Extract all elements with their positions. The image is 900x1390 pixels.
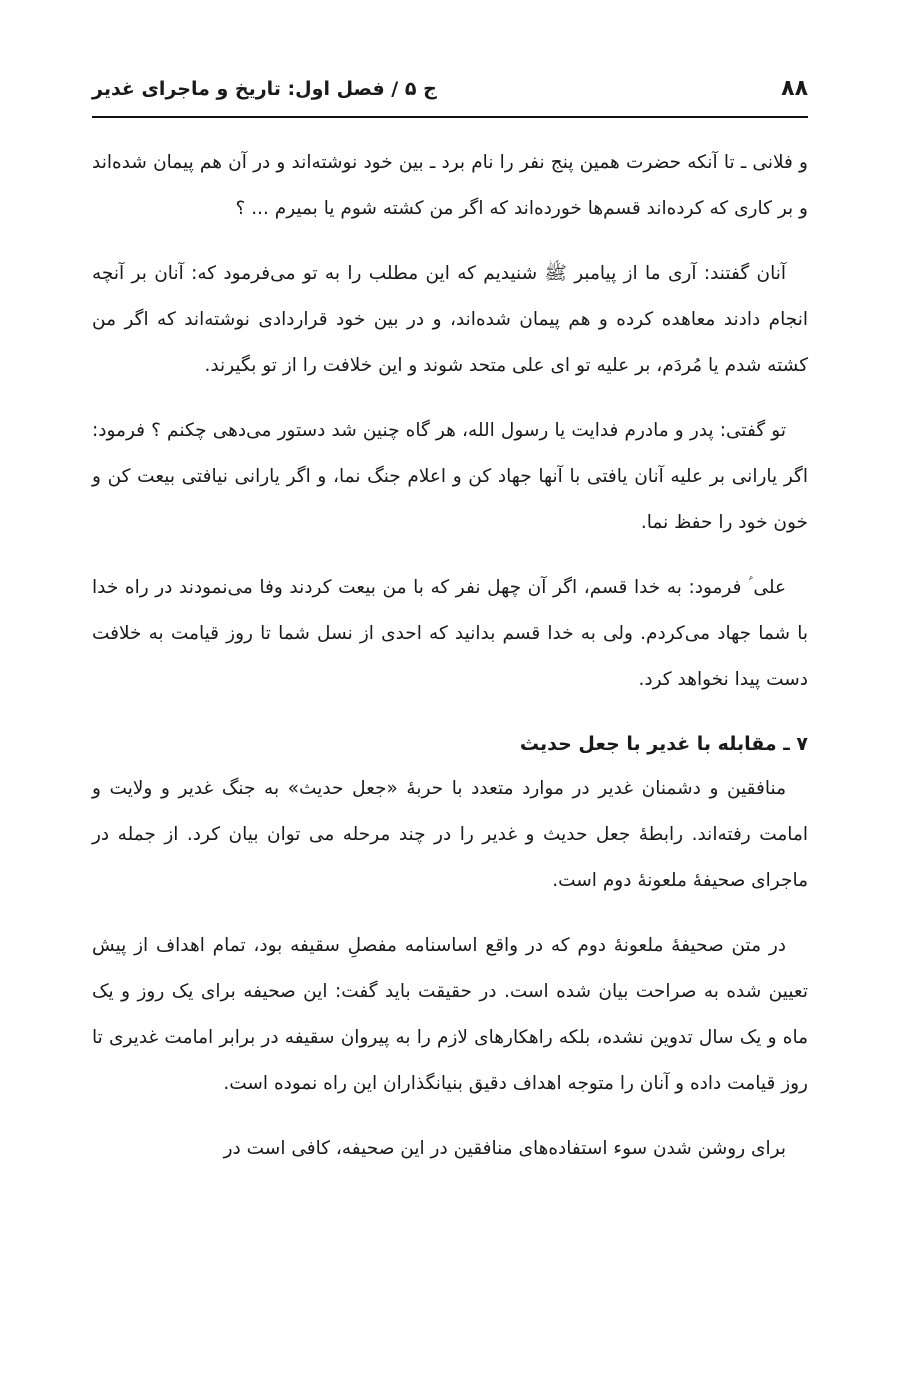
running-title: ج ۵ / فصل اول: تاریخ و ماجرای غدیر (92, 78, 437, 100)
paragraph-3: تو گفتی: پدر و مادرم فدایت یا رسول الله، هر گاه چنین شد دستور می‌دهی چکنم ؟ فرمود: اگر یارانی بر علیه آنان یافتی با آنها جهاد کن و اعلام جنگ نما، و اگر یارانی نیافتی بیعت کن و خون خود را حفظ نما. (92, 420, 808, 533)
section-heading: ۷ ـ مقابله با غدیر با جعل حدیث (519, 733, 808, 755)
page-body (92, 140, 808, 1191)
section-paragraph-3: برای روشن شدن سوء استفاده‌های منافقین در این صحیفه، کافی است در (223, 1138, 786, 1159)
page-header (92, 72, 808, 112)
paragraph-1: و فلانی ـ تا آنکه حضرت همین پنج نفر را نام برد ـ بین خود نوشته‌اند و در آن هم پیمان شده‌اند و بر کاری که کرده‌اند قسم‌ها خورده‌اند که اگر من کشته شوم یا بمیرم ... ؟ (92, 152, 808, 219)
page-number: ۸۸ (781, 76, 808, 101)
paragraph-2: آنان گفتند: آری ما از پیامبر ﷺ شنیدیم که این مطلب را به تو می‌فرمود که: آنان بر آنچه انجام دادند معاهده کرده و هم پیمان شده‌اند، و در بین خود قراردادی نوشته‌اند که اگر من کشته شدم یا مُردَم، بر علیه تو ای علی متحد شوند و این خلافت را از تو بگیرند. (92, 263, 808, 376)
section-paragraph-2: در متن صحیفهٔ ملعونهٔ دوم که در واقع اساسنامه مفصلِ سقیفه بود، تمام اهداف از پیش تعیین شده به صراحت بیان شده است. در حقیقت باید گفت: این صحیفه برای یک روز و یک ماه و یک سال تدوین نشده، بلکه راهکارهای لازم را به پیروان سقیفه در برابر امامت غدیری تا روز قیامت داده و آنان را متوجه اهداف دقیق بنیانگذاران این راه نموده است. (92, 935, 808, 1094)
section-paragraph-1: منافقین و دشمنان غدیر در موارد متعدد با حربهٔ «جعل حدیث» به جنگ غدیر و ولایت و امامت رفته‌اند. رابطهٔ جعل حدیث و غدیر را در چند مرحله می توان بیان کرد. از جمله در ماجرای صحیفهٔ ملعونهٔ دوم است. (92, 778, 808, 891)
header-divider (92, 116, 808, 118)
paragraph-4: علی ؑ فرمود: به خدا قسم، اگر آن چهل نفر که با من بیعت کردند وفا می‌نمودند در راه خدا با شما جهاد می‌کردم. ولی به خدا قسم بدانید که احدی از نسل شما تا روز قیامت به خلافت دست پیدا نخواهد کرد. (92, 577, 808, 690)
